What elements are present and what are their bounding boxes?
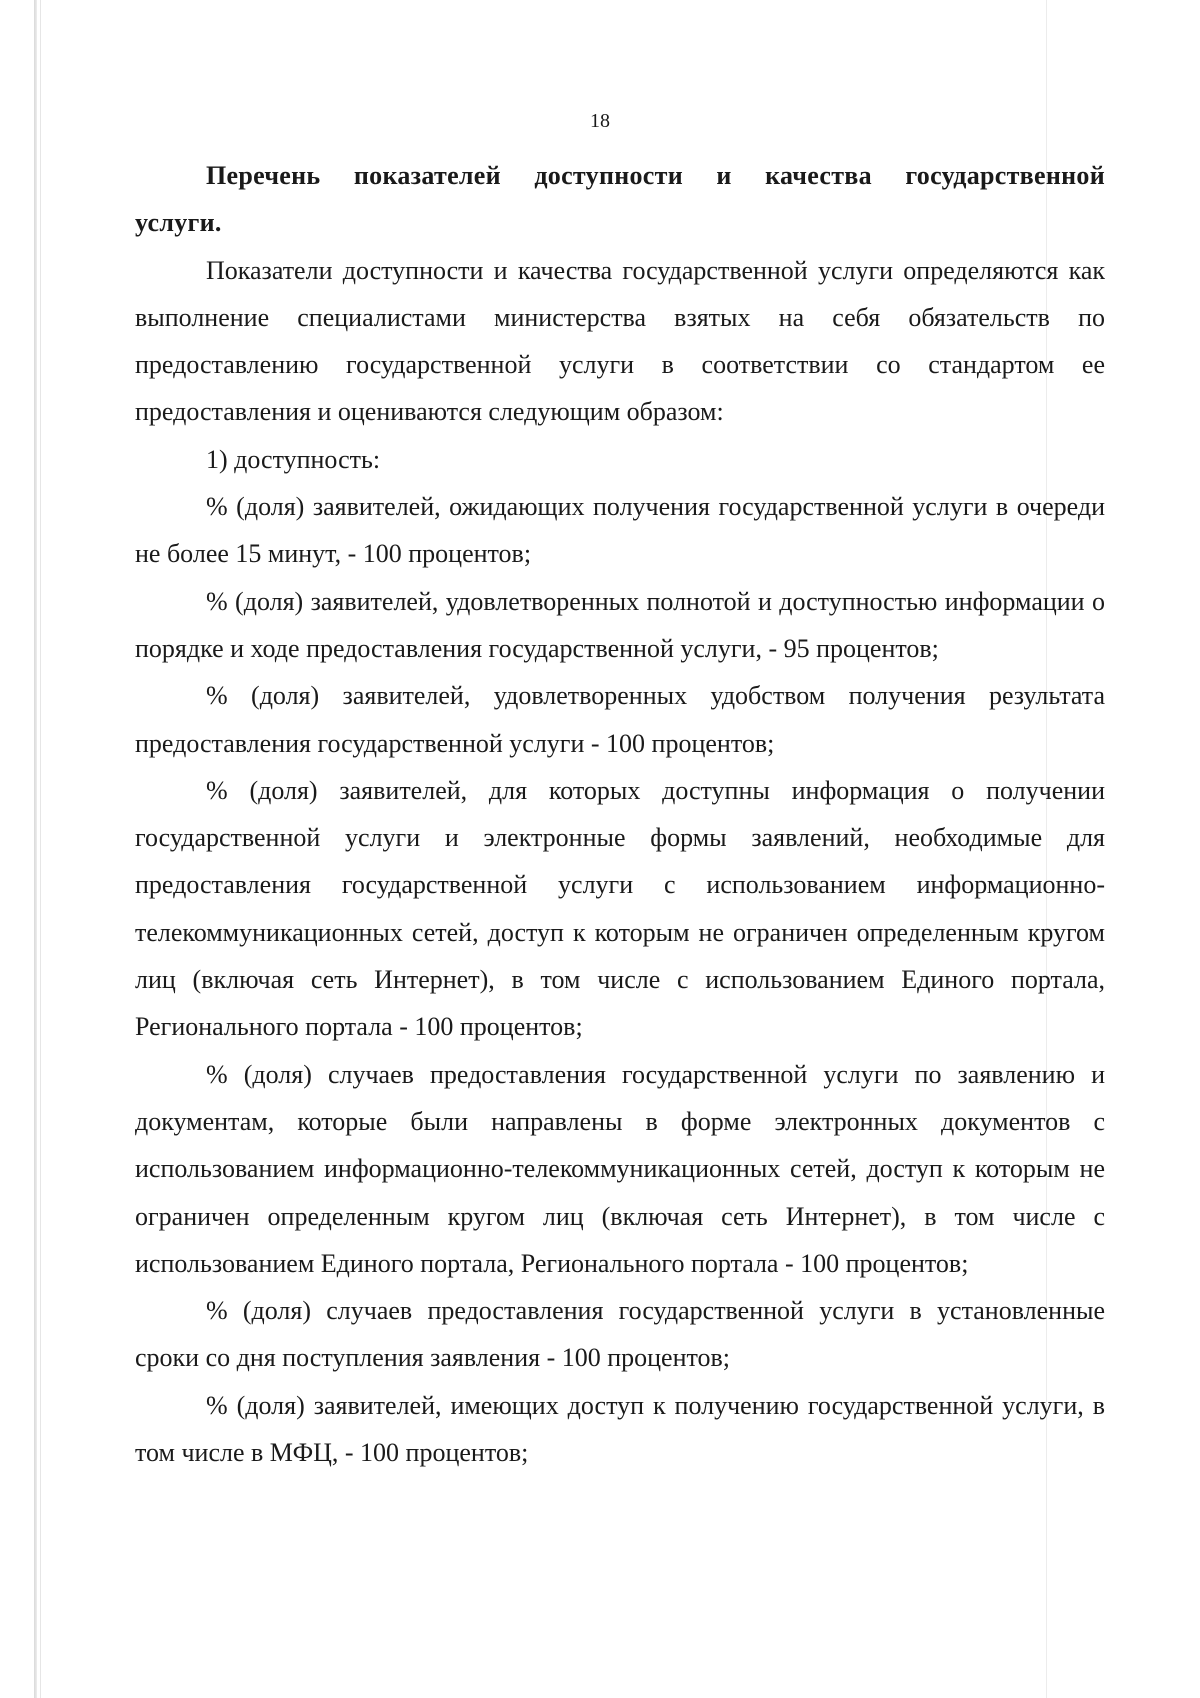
scan-edge-left-inner bbox=[40, 0, 41, 1698]
scan-edge-left bbox=[34, 0, 37, 1698]
section-heading: Перечень показателей доступности и качества государственной услуги. bbox=[135, 161, 1105, 238]
paragraph-info-satisfaction: % (доля) заявителей, удовлетворенных полнотой и доступностью информации о порядке и ходе предоставления государственной услуги, - 95 процентов; bbox=[135, 586, 1105, 663]
paragraph-deadlines: % (доля) случаев предоставления государственной услуги в установленные сроки со дня поступления заявления - 100 процентов; bbox=[135, 1296, 1105, 1373]
paragraph-intro: Показатели доступности и качества государственной услуги определяются как выполнение специалистами министерства взятых на себя обязательств по предоставлению государственной услуги в соответствии со стандартом ее предоставления и оцениваются следующим образом: bbox=[135, 255, 1105, 427]
paragraph-availability-title: 1) доступность: bbox=[206, 444, 381, 474]
paragraph-result-convenience: % (доля) заявителей, удовлетворенных удобством получения результата предоставления государственной услуги - 100 процентов; bbox=[135, 681, 1105, 758]
paragraph-queue-waiting: % (доля) заявителей, ожидающих получения государственной услуги в очереди не более 15 минут, - 100 процентов; bbox=[135, 492, 1105, 569]
paragraph-electronic-documents: % (доля) случаев предоставления государственной услуги по заявлению и документам, которые были направлены в форме электронных документов с использованием информационно-телекоммуникационных сетей, доступ к которым не ограничен определенным кругом лиц (включая сеть Интернет), в том числе с использованием Единого портала, Регионального портала - 100 процентов; bbox=[135, 1059, 1105, 1278]
document-body bbox=[135, 152, 1105, 1476]
paragraph-mfc-access: % (доля) заявителей, имеющих доступ к получению государственной услуги, в том числе в МФЦ, - 100 процентов; bbox=[135, 1390, 1105, 1468]
page-number: 18 bbox=[590, 110, 610, 132]
paragraph-electronic-forms: % (доля) заявителей, для которых доступны информация о получении государственной услуги и электронные формы заявлений, необходимые для предоставления государственной услуги с использованием информационно-телекоммуникационных сетей, доступ к которым не ограничен определенным кругом лиц (включая сеть Интернет), в том числе с использованием Единого портала, Регионального портала - 100 процентов; bbox=[135, 775, 1105, 1042]
